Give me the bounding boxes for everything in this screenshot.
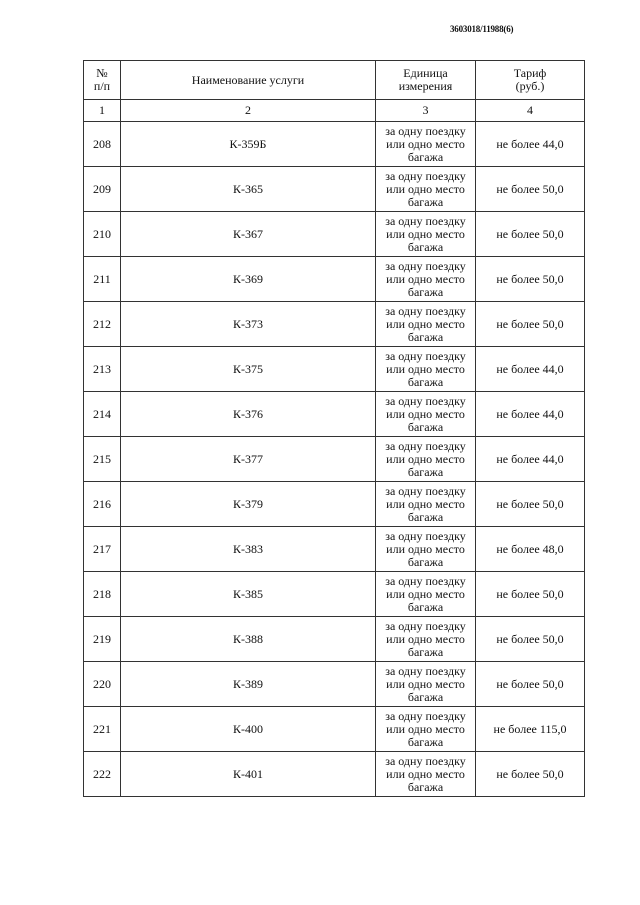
table-row: [84, 707, 585, 752]
service-name-cell: К-401: [121, 752, 376, 797]
unit-cell: за одну поездку или одно место багажа: [376, 437, 476, 482]
row-number-cell: 215: [84, 437, 121, 482]
tariff-cell: не более 44,0: [476, 122, 585, 167]
unit-cell: за одну поездку или одно место багажа: [376, 707, 476, 752]
tariff-cell: не более 44,0: [476, 392, 585, 437]
row-number-cell: 222: [84, 752, 121, 797]
service-name-cell: К-373: [121, 302, 376, 347]
service-name-cell: К-379: [121, 482, 376, 527]
row-number-cell: 211: [84, 257, 121, 302]
unit-cell: за одну поездку или одно место багажа: [376, 302, 476, 347]
tariff-cell: не более 50,0: [476, 572, 585, 617]
table-row: [84, 392, 585, 437]
tariff-cell: не более 44,0: [476, 347, 585, 392]
tariff-cell: не более 50,0: [476, 752, 585, 797]
unit-cell: за одну поездку или одно место багажа: [376, 752, 476, 797]
column-number: 3: [376, 100, 476, 122]
row-number-cell: 217: [84, 527, 121, 572]
service-name-cell: К-389: [121, 662, 376, 707]
tariff-cell: не более 50,0: [476, 662, 585, 707]
row-number-cell: 209: [84, 167, 121, 212]
tariff-cell: не более 50,0: [476, 482, 585, 527]
table-row: [84, 437, 585, 482]
service-name-cell: К-388: [121, 617, 376, 662]
column-number: 2: [121, 100, 376, 122]
service-name-cell: К-365: [121, 167, 376, 212]
tariff-table: [83, 60, 585, 797]
row-number-cell: 213: [84, 347, 121, 392]
service-name-cell: К-383: [121, 527, 376, 572]
column-number: 4: [476, 100, 585, 122]
unit-cell: за одну поездку или одно место багажа: [376, 212, 476, 257]
unit-cell: за одну поездку или одно место багажа: [376, 617, 476, 662]
header-tariff: Тариф (руб.): [476, 61, 585, 100]
table-row: [84, 257, 585, 302]
table-row: [84, 167, 585, 212]
header-number: № п/п: [84, 61, 121, 100]
row-number-cell: 210: [84, 212, 121, 257]
unit-cell: за одну поездку или одно место багажа: [376, 257, 476, 302]
table-row: [84, 347, 585, 392]
row-number-cell: 221: [84, 707, 121, 752]
row-number-cell: 216: [84, 482, 121, 527]
table-row: [84, 302, 585, 347]
document-reference-number: 3603018/11988(6): [450, 24, 514, 34]
header-unit: Единица измерения: [376, 61, 476, 100]
tariff-cell: не более 115,0: [476, 707, 585, 752]
service-name-cell: К-377: [121, 437, 376, 482]
row-number-cell: 214: [84, 392, 121, 437]
table-header-row: [84, 61, 585, 100]
column-number-row: [84, 100, 585, 122]
service-name-cell: К-376: [121, 392, 376, 437]
tariff-cell: не более 50,0: [476, 167, 585, 212]
row-number-cell: 219: [84, 617, 121, 662]
unit-cell: за одну поездку или одно место багажа: [376, 482, 476, 527]
table-row: [84, 752, 585, 797]
unit-cell: за одну поездку или одно место багажа: [376, 167, 476, 212]
table-row: [84, 122, 585, 167]
tariff-cell: не более 44,0: [476, 437, 585, 482]
unit-cell: за одну поездку или одно место багажа: [376, 662, 476, 707]
tariff-cell: не более 50,0: [476, 212, 585, 257]
service-name-cell: К-369: [121, 257, 376, 302]
row-number-cell: 212: [84, 302, 121, 347]
table-row: [84, 572, 585, 617]
unit-cell: за одну поездку или одно место багажа: [376, 392, 476, 437]
column-number: 1: [84, 100, 121, 122]
service-name-cell: К-385: [121, 572, 376, 617]
table-row: [84, 527, 585, 572]
row-number-cell: 220: [84, 662, 121, 707]
unit-cell: за одну поездку или одно место багажа: [376, 527, 476, 572]
unit-cell: за одну поездку или одно место багажа: [376, 572, 476, 617]
unit-cell: за одну поездку или одно место багажа: [376, 122, 476, 167]
table-body: [84, 122, 585, 797]
service-name-cell: К-400: [121, 707, 376, 752]
table-row: [84, 617, 585, 662]
row-number-cell: 218: [84, 572, 121, 617]
header-service-name: Наименование услуги: [121, 61, 376, 100]
row-number-cell: 208: [84, 122, 121, 167]
table-row: [84, 482, 585, 527]
service-name-cell: К-367: [121, 212, 376, 257]
tariff-cell: не более 50,0: [476, 617, 585, 662]
unit-cell: за одну поездку или одно место багажа: [376, 347, 476, 392]
table-row: [84, 212, 585, 257]
table-row: [84, 662, 585, 707]
tariff-cell: не более 48,0: [476, 527, 585, 572]
service-name-cell: К-359Б: [121, 122, 376, 167]
tariff-cell: не более 50,0: [476, 302, 585, 347]
service-name-cell: К-375: [121, 347, 376, 392]
tariff-cell: не более 50,0: [476, 257, 585, 302]
